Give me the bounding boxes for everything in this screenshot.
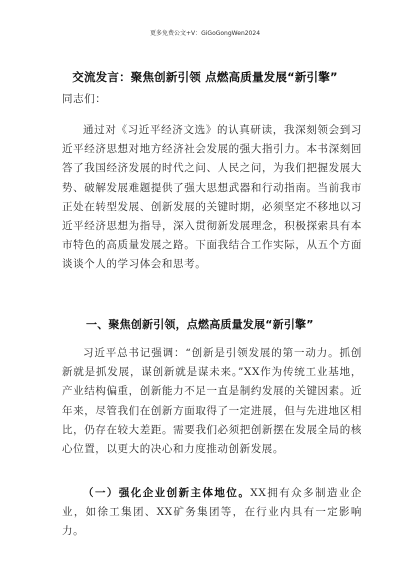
greeting: 同志们： bbox=[62, 93, 107, 105]
header-note: 更多免费公文+V：GiGoGongWen2024 bbox=[149, 30, 261, 37]
paragraph-1: 通过对《习近平经济文选》的认真研读，我深刻领会到习近平经济思想对地方经济社会发展的强大指引力。本书深刻回答了我国经济发展的时代之问、人民之问，为我们把握发展大势、破解发展难题提供了强大思想武器和行动指南。当前我市正处在转型发展、创新发展的关键时期，必须坚定不移地以习近平经济思想为指导，深入贯彻新发展理念，积极探索具有本市特色的高质量发展之路。下面我结合工作实际，从五个方面谈谈个人的学习体会和思考。 bbox=[62, 124, 362, 271]
paragraph-3 bbox=[62, 484, 362, 542]
paragraph-2: 习近平总书记强调：“创新是引领发展的第一动力。抓创新就是抓发展，谋创新就是谋未来。”XX作为传统工业基地，产业结构偏重，创新能力不足一直是制约发展的关键因素。近年来，尽管我们在创新方面取得了一定进展，但与先进地区相比，仍存在较大差距。需要我们必须把创新摆在发展全局的核心位置，以更大的决心和力度推动创新发展。 bbox=[62, 347, 362, 456]
document-title: 交流发言：聚焦创新引领 点燃高质量发展“新引擎” bbox=[72, 70, 338, 84]
paragraph-3-text: XX拥有众多制造业企业，如徐工集团、XX矿务集团等，在行业内具有一定影响力。 bbox=[62, 487, 362, 538]
section-heading-1: 一、聚焦创新引领，点燃高质量发展“新引擎” bbox=[86, 318, 314, 331]
subheading-1: （一）强化企业创新主体地位。 bbox=[83, 487, 251, 499]
